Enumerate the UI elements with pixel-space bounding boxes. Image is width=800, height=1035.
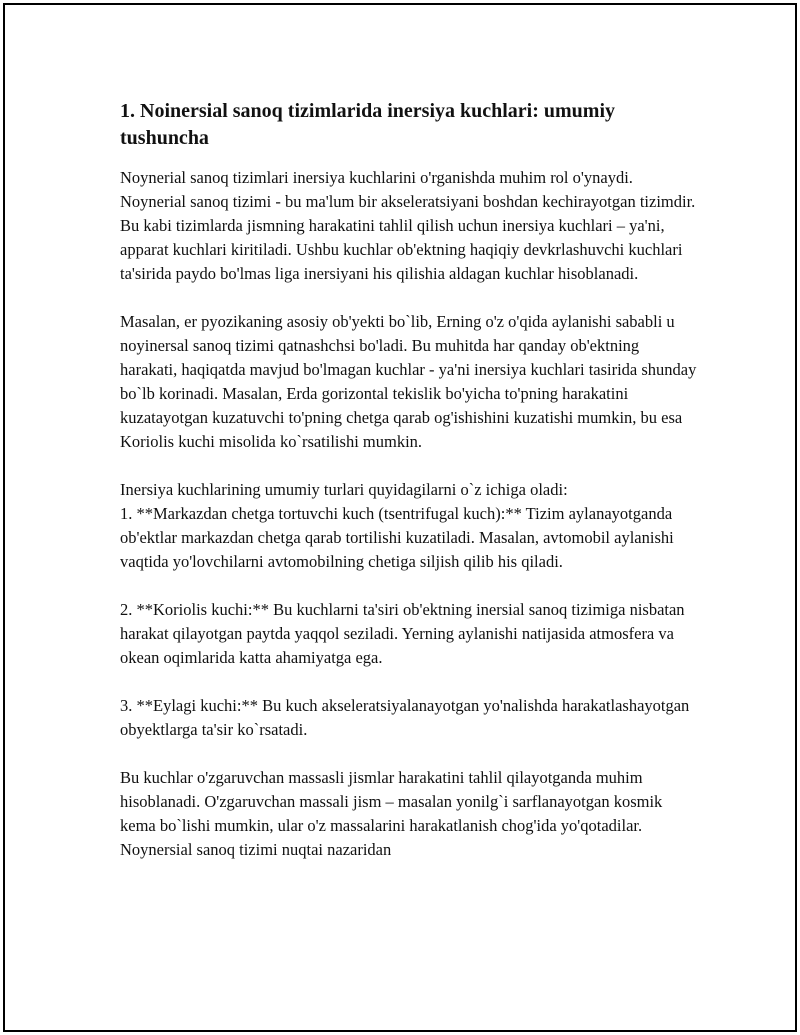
document-page <box>3 3 797 1032</box>
document-body <box>120 98 700 862</box>
paragraph-types-list: Inersiya kuchlarining umumiy turlari quyidagilarni o`z ichiga oladi: 1. **Markazdan chetga tortuvchi kuch (tsentrifugal kuch):** Tizim aylanayotganda ob'ektlar markazdan chetga qarab tortilishi kuzatiladi. Masalan, avtomobil aylanishi vaqtida yo'lovchilarni avtomobilning chetiga siljish qilib his qiladi. <box>120 480 674 571</box>
paragraph-variable-mass: Bu kuchlar o'zgaruvchan massasli jismlar harakatini tahlil qilayotganda muhim hisoblanadi. O'zgaruvchan massali jism – masalan yonilg`i sarflanayotgan kosmik kema bo`lishi mumkin, ular o'z massalarini harakatlanish chog'ida yo'qotadilar. Noynersial sanoq tizimi nuqtai nazaridan <box>120 768 663 859</box>
paragraph-coriolis: 2. **Koriolis kuchi:** Bu kuchlarni ta'siri ob'ektning inersial sanoq tizimiga nisbatan harakat qilayotgan paytda yaqqol seziladi. Yerning aylanishi natijasida atmosfera va okean oqimlarida katta ahamiyatga ega. <box>120 600 685 667</box>
paragraph-euler: 3. **Eylagi kuchi:** Bu kuch akseleratsiyalanayotgan yo'nalishda harakatlashayotgan obyektlarga ta'sir ko`rsatadi. <box>120 696 690 739</box>
paragraph-example: Masalan, er pyozikaning asosiy ob'yekti bo`lib, Erning o'z o'qida aylanishi sababli u noyinersal sanoq tizimi qatnashchsi bo'ladi. Bu muhitda har qanday ob'ektning harakati, haqiqatda mavjud bo'lmagan kuchlar - ya'ni inersiya kuchlari tasirida shunday bo`lb korinadi. Masalan, Erda gorizontal tekislik bo'yicha to'pning harakatini kuzatayotgan kuzatuvchi to'pning chetga qarab og'ishishini kuzatishi mumkin, bu esa Koriolis kuchi misolida ko`rsatilishi mumkin. <box>120 312 697 451</box>
section-heading: 1. Noinersial sanoq tizimlarida inersiya kuchlari: umumiy tushuncha <box>120 100 616 149</box>
paragraph-intro: Noynerial sanoq tizimlari inersiya kuchlarini o'rganishda muhim rol o'ynaydi. Noynerial sanoq tizimi - bu ma'lum bir akseleratsiyani boshdan kechirayotgan tizimdir. Bu kabi tizimlarda jismning harakatini tahlil qilish uchun inersiya kuchlari – ya'ni, apparat kuchlari kiritiladi. Ushbu kuchlar ob'ektning haqiqiy devkrlashuvchi kuchlari ta'sirida paydo bo'lmas liga inersiyani his qilishia aldagan kuchlar hisoblanadi. <box>120 168 696 283</box>
